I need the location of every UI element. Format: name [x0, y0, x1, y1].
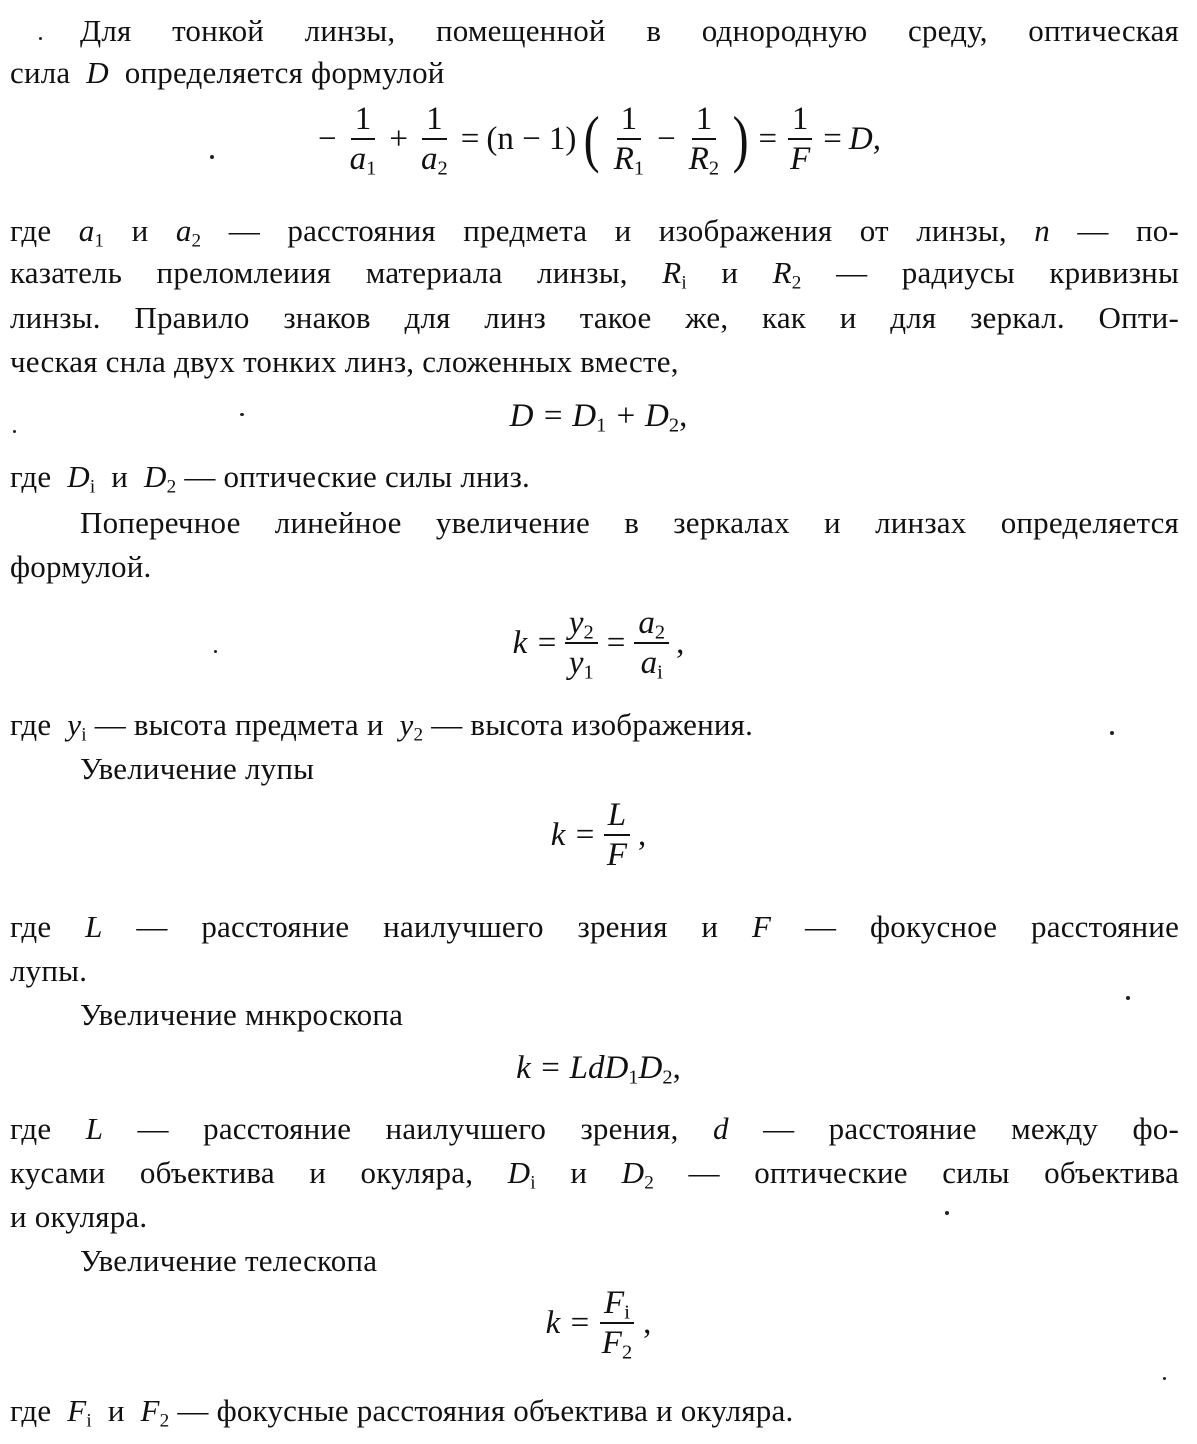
scan-speck [210, 155, 214, 159]
fraction-1-over-F: $\frac{1}{F}$ [786, 100, 814, 178]
text-line-1: Для тонкой линзы, помещенной в однородную среду, оптическая [80, 13, 1179, 48]
text-line-3: где $a_1$ и $a_2$ — расстояния предмета и изображения от линзы, n — по- [10, 213, 1180, 252]
fraction-1-over-R2: $\frac{1}{R_2}$ [688, 101, 720, 180]
scan-speck [214, 650, 217, 653]
scan-speck [13, 430, 16, 433]
text-line-8: Поперечное линейное увеличение в зеркалах и линзах определяется [80, 505, 1179, 540]
scan-speck [945, 1211, 949, 1215]
heading-loupe: Увеличение лупы [80, 751, 315, 786]
magnification-formula: k = $\frac{y_2}{y_1}$ = $\frac{a_2}{a_i}$ , [512, 605, 685, 684]
scan-speck [39, 37, 42, 40]
fraction-1-over-a2: $\frac{1}{a_2}$ [420, 101, 448, 180]
text-line-4: казатель преломлеиия материала линзы, $R_i$ и $R_2$ — радиусы кривизны [10, 255, 1180, 294]
scan-speck [1126, 996, 1130, 1000]
fraction-a2-over-a1: $\frac{a_2}{a_i}$ [634, 604, 669, 682]
fraction-1-over-a1: $\frac{1}{a_1}$ [349, 101, 377, 180]
scan-speck [1110, 731, 1114, 735]
text-line-14: кусами объектива и окуляра, $D_i$ и $D_2$ — оптические силы объектива [10, 1155, 1180, 1194]
fraction-1-over-R1: $\frac{1}{R_1}$ [613, 101, 645, 180]
microscope-formula: $k = LdD_1D_2$, [516, 1050, 681, 1089]
fraction-y2-over-y1: $\frac{y_2}{y_1}$ [565, 604, 598, 682]
text-line-12: лупы. [10, 953, 88, 988]
text-line-13: где L — расстояние наилучшего зрения, d — расстояние между фо- [10, 1111, 1180, 1146]
text-line-7: где $D_i$ и $D_2$ — оптические силы лниз. [10, 459, 530, 498]
text-line-5: линзы. Правило знаков для линз такое же, как и для зеркал. Опти- [10, 300, 1179, 335]
scan-speck [1163, 1377, 1166, 1380]
text-line-11: где L — расстояние наилучшего зрения и F — фокусное расстояние [10, 909, 1180, 944]
fraction-L-over-F: $\frac{L}{F}$ [603, 796, 631, 874]
loupe-formula: k = $\frac{L}{F}$ , [550, 797, 647, 873]
text-line-6: ческая снла двух тонких линз, сложенных вместе, [10, 344, 679, 379]
text-line-9: формулой. [10, 549, 152, 584]
text-line-2: сила D определяется формулой [10, 55, 445, 90]
lens-formula: − $\frac{1}{a_1}$ + $\frac{1}{a_2}$ = (n − 1) ( $\frac{1}{R_1}$ − $\frac{1}{R_2}$ ) = $\frac{1}{F}$ = D, [318, 101, 881, 180]
text-line-15: и окуляра. [10, 1199, 148, 1234]
scan-speck [240, 413, 244, 416]
sum-power-formula: $D = D_1 + D_2$, [509, 398, 688, 437]
text-line-10: где $y_i$ — высота предмета и $y_2$ — высота изображения. [10, 707, 754, 746]
heading-microscope: Увеличение мнкроскопа [80, 997, 404, 1032]
fraction-F1-over-F2: $\frac{F_i}{F_2}$ [601, 1285, 633, 1364]
heading-telescope: Увеличение телескопа [80, 1243, 378, 1278]
text-line-16: где $F_i$ и $F_2$ — фокусные расстояния объектива и окуляра. [10, 1393, 794, 1432]
telescope-formula: k = $\frac{F_i}{F_2}$ , [545, 1285, 652, 1364]
